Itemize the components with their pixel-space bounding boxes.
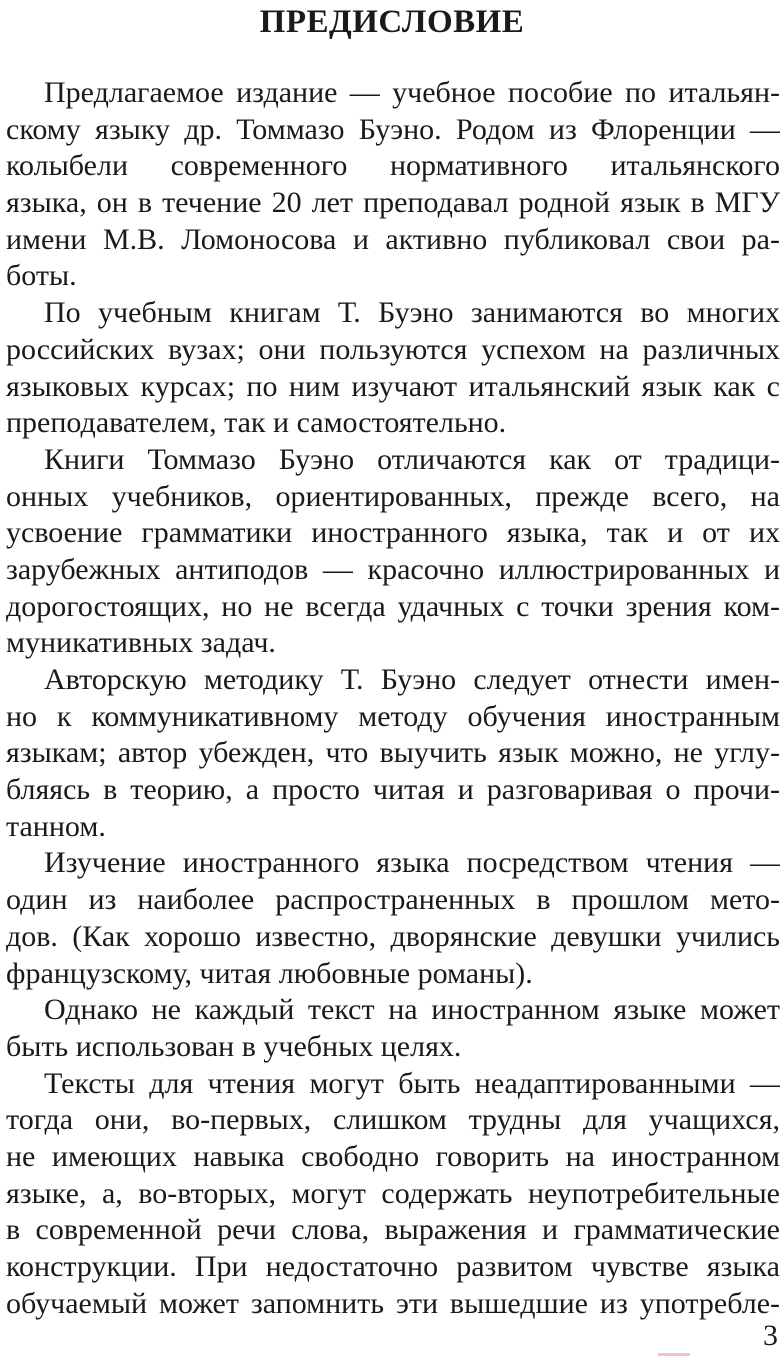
text-line: колыбели современного нормативного итальянского <box>6 149 780 183</box>
paragraph <box>6 992 780 1065</box>
text-line: российских вузах; они пользуются успехом на различных <box>6 332 780 366</box>
text-line: конструкции. При недостаточно развитом чувстве языка <box>6 1250 780 1283</box>
text-line: тогда они, во-первых, слишком трудны для учащихся, <box>6 1103 780 1137</box>
text-line: Авторскую методику Т. Буэно следует отнести имен- <box>44 663 780 696</box>
text-line: Изучение иностранного языка посредством чтения — <box>44 846 780 880</box>
text-line: имени М.В. Ломоносова и активно публиковал свои ра- <box>6 222 780 256</box>
text-line: языке, а, во-вторых, могут содержать неупотребительные <box>6 1176 780 1210</box>
text-line: танном. <box>6 809 106 843</box>
text-line: не имеющих навыка свободно говорить на иностранном <box>6 1139 780 1173</box>
text-line: усвоение грамматики иностранного языка, так и от их <box>6 516 780 550</box>
text-line: зарубежных антиподов — красочно иллюстрированных и <box>6 552 780 586</box>
text-line: в современной речи слова, выражения и грамматические <box>6 1213 780 1247</box>
text-line: дорогостоящих, но не всегда удачных с точки зрения ком- <box>6 589 780 623</box>
text-line: обучаемый может запомнить эти вышедшие из употребле- <box>6 1286 780 1320</box>
paragraph <box>6 442 780 662</box>
text-line: Однако не каждый текст на иностранном языке может <box>44 993 780 1027</box>
text-line: муникативных задач. <box>6 626 276 660</box>
text-line: скому языку др. Томмазо Буэно. Родом из Флоренции — <box>6 112 780 146</box>
text-line: быть использован в учебных целях. <box>6 1029 462 1063</box>
paragraph <box>6 75 780 295</box>
text-line: дов. (Как хорошо известно, дворянские девушки учились <box>6 919 780 953</box>
text-line: языковых курсах; по ним изучают итальянский язык как с <box>6 369 780 403</box>
paragraph <box>6 1066 780 1323</box>
scan-mark <box>658 1353 690 1356</box>
text-line: онных учебников, ориентированных, прежде всего, на <box>6 479 780 513</box>
text-line: преподавателем, так и самостоятельно. <box>6 406 507 440</box>
paragraph <box>6 295 780 442</box>
text-line: По учебным книгам Т. Буэно занимаются во многих <box>44 296 780 330</box>
text-line: один из наиболее распространенных в прошлом мето- <box>6 883 780 917</box>
paragraph <box>6 662 780 845</box>
text-line: языка, он в течение 20 лет преподавал родной язык в МГУ <box>6 186 780 220</box>
body-text <box>6 75 780 1322</box>
page-title: ПРЕДИСЛОВИЕ <box>259 4 525 40</box>
paragraph <box>6 845 780 992</box>
text-line: языкам; автор убежден, что выучить язык можно, не углу- <box>6 736 780 770</box>
text-line: французскому, читая любовные романы). <box>6 956 533 990</box>
text-line: Тексты для чтения могут быть неадаптированными — <box>44 1066 780 1100</box>
text-line: бляясь в теорию, а просто читая и разговаривая о прочи- <box>6 773 780 807</box>
text-line: Книги Томмазо Буэно отличаются как от традици- <box>44 442 780 476</box>
text-line: Предлагаемое издание — учебное пособие по итальян- <box>44 76 780 109</box>
text-line: боты. <box>6 259 77 293</box>
page-number: 3 <box>763 1319 778 1352</box>
text-line: но к коммуникативному методу обучения иностранным <box>6 699 780 733</box>
